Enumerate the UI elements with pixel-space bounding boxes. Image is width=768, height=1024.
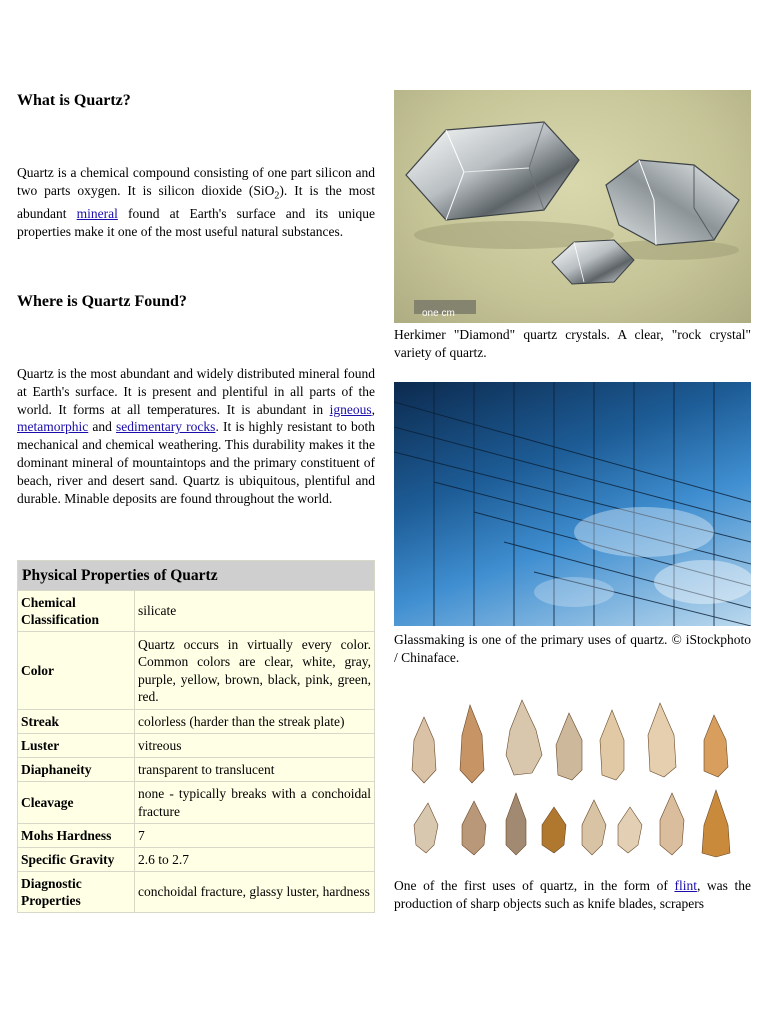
table-row	[18, 782, 375, 824]
text-segment: ). It is the most abundant	[17, 182, 375, 222]
property-key: Chemical Classification	[18, 591, 135, 632]
property-value: colorless (harder than the streak plate)	[135, 710, 375, 734]
property-value: Quartz occurs in virtually every color. Common colors are clear, white, gray, purple, yellow, brown, black, pink, green, red.	[135, 632, 375, 710]
where-is-quartz-found-heading: Where is Quartz Found?	[17, 293, 187, 310]
property-value: 2.6 to 2.7	[135, 848, 375, 872]
table-title: Physical Properties of Quartz	[18, 561, 375, 591]
property-value: vitreous	[135, 734, 375, 758]
glass-building-illustration	[394, 382, 751, 626]
arrowheads-illustration	[394, 695, 751, 870]
table-row	[18, 632, 375, 710]
property-key: Color	[18, 632, 135, 710]
property-value: 7	[135, 824, 375, 848]
sedimentary-rocks-link[interactable]: sedimentary rocks	[116, 419, 216, 435]
property-key: Cleavage	[18, 782, 135, 824]
property-key: Diaphaneity	[18, 758, 135, 782]
mineral-link[interactable]: mineral	[76, 206, 118, 222]
text-segment: Quartz is a chemical compound consisting of one part silicon and two parts oxygen. It is silicon dioxide (SiO	[17, 165, 375, 198]
table-row	[18, 734, 375, 758]
text-segment: . It is highly resistant to both mechanical and chemical weathering. This durability makes it the dominant mineral of mountaintops and the primary constituent of beach, river and desert sand. Quartz is ubiquitous, plentiful and durable. Minable deposits are found throughout the world.	[17, 419, 376, 506]
property-value: transparent to translucent	[135, 758, 375, 782]
table-row	[18, 848, 375, 872]
building-caption: Glassmaking is one of the primary uses of quartz. © iStockphoto / Chinaface.	[394, 632, 751, 665]
text-segment: , was the production of sharp objects such as knife blades, scrapers	[394, 878, 751, 911]
flint-link[interactable]: flint	[674, 878, 697, 893]
table-row	[18, 710, 375, 734]
property-value: silicate	[135, 591, 375, 632]
property-key: Streak	[18, 710, 135, 734]
what-is-quartz-paragraph	[17, 164, 375, 241]
igneous-link[interactable]: igneous	[329, 401, 372, 417]
quartz-crystals-illustration	[394, 90, 751, 323]
property-value: none - typically breaks with a conchoidal fracture	[135, 782, 375, 824]
table-row	[18, 872, 375, 913]
table-row	[18, 758, 375, 782]
text-segment: Quartz is the most abundant and widely distributed mineral found at Earth's surface. It is present and plentiful in all parts of the world. It forms at all temperatures. It is abundant in	[17, 366, 375, 417]
text-segment: found at Earth's surface and its unique properties make it one of the most useful natural substances.	[17, 206, 375, 240]
scale-bar-label: one cm	[422, 308, 455, 319]
text-segment: One of the first uses of quartz, in the form of	[394, 878, 675, 893]
property-key: Mohs Hardness	[18, 824, 135, 848]
property-key: Diagnostic Properties	[18, 872, 135, 913]
where-is-quartz-paragraph	[17, 365, 375, 507]
arrowheads-image	[394, 695, 751, 870]
metamorphic-link[interactable]: metamorphic	[17, 419, 89, 435]
glass-building-image	[394, 382, 751, 626]
quartz-crystals-image	[394, 90, 751, 323]
crystals-caption: Herkimer "Diamond" quartz crystals. A clear, "rock crystal" variety of quartz.	[394, 327, 751, 360]
arrowheads-caption	[394, 877, 751, 913]
text-segment: and	[88, 419, 117, 435]
what-is-quartz-heading: What is Quartz?	[17, 92, 131, 109]
subscript: 2	[274, 190, 280, 202]
text-segment: ,	[371, 401, 375, 417]
physical-properties-table	[17, 560, 375, 913]
property-key: Luster	[18, 734, 135, 758]
table-header-row	[18, 561, 375, 591]
property-key: Specific Gravity	[18, 848, 135, 872]
table-row	[18, 591, 375, 632]
property-value: conchoidal fracture, glassy luster, hardness	[135, 872, 375, 913]
table-row	[18, 824, 375, 848]
